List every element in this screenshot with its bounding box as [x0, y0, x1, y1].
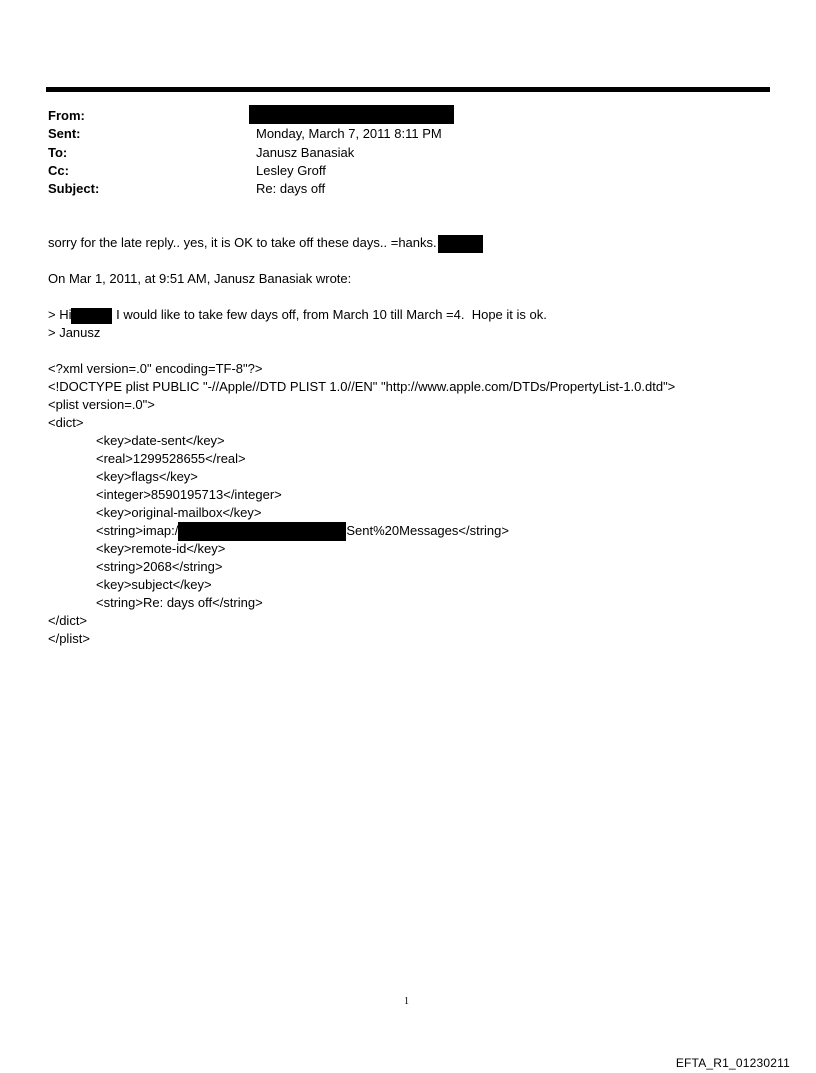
reply-line [48, 234, 483, 252]
plist-open: <plist version=.0"> [48, 397, 155, 412]
reply-paragraph [48, 234, 483, 252]
plist-real-value: <real>1299528655</real> [96, 451, 246, 466]
quote-signoff: > Janusz [48, 325, 101, 340]
plist-dict-close: </dict> [48, 613, 88, 628]
subject-label: Subject: [48, 181, 100, 197]
page-number: 1 [404, 996, 409, 1007]
signature-redaction [438, 235, 483, 253]
plist-string-subject: <string>Re: days off</string> [96, 595, 263, 610]
quote-prefix: > Hi [48, 307, 72, 322]
plist-string-imap [48, 522, 675, 540]
plist-key-date-sent: <key>date-sent</key> [96, 433, 225, 448]
header-rule [46, 87, 770, 92]
attribution-paragraph [48, 270, 351, 288]
plist-doctype: <!DOCTYPE plist PUBLIC "-//Apple//DTD PLIST 1.0//EN" "http://www.apple.com/DTDs/PropertyList-1.0.dtd"> [48, 379, 676, 394]
imap-suffix: Sent%20Messages</string> [346, 523, 509, 538]
quote-text: I would like to take few days off, from March 10 till March =4. Hope it is ok. [112, 307, 547, 322]
plist-dict-open: <dict> [48, 415, 84, 430]
mailbox-redaction [178, 522, 346, 541]
sent-value: Monday, March 7, 2011 8:11 PM [256, 126, 442, 142]
attribution-line: On Mar 1, 2011, at 9:51 AM, Janusz Banasiak wrote: [48, 271, 352, 286]
quoted-message [48, 306, 547, 342]
from-label: From: [48, 108, 85, 123]
recipient-redaction [71, 308, 112, 324]
subject-value: Re: days off [256, 181, 326, 197]
plist-integer-value: <integer>8590195713</integer> [96, 487, 282, 502]
document-id: EFTA_R1_01230211 [675, 1056, 790, 1070]
plist-key-remote-id: <key>remote-id</key> [96, 541, 226, 556]
from-redaction [249, 105, 454, 124]
plist-close: </plist> [48, 631, 90, 646]
to-label: To: [48, 144, 68, 160]
plist-key-subject: <key>subject</key> [96, 577, 212, 592]
quote-line [48, 306, 547, 324]
reply-text: sorry for the late reply.. yes, it is OK to take off these days.. =hanks. [48, 235, 437, 250]
plist-block [48, 360, 675, 648]
plist-string-remote-id: <string>2068</string> [96, 559, 223, 574]
cc-value: Lesley Groff [256, 162, 326, 178]
plist-key-flags: <key>flags</key> [96, 469, 198, 484]
to-value: Janusz Banasiak [256, 144, 355, 160]
plist-key-original-mailbox: <key>original-mailbox</key> [96, 505, 262, 520]
cc-label: Cc: [48, 162, 69, 178]
imap-prefix: <string>imap:/ [96, 523, 179, 538]
sent-label: Sent: [48, 126, 81, 142]
plist-xml-declaration: <?xml version=.0" encoding=TF-8"?> [48, 361, 263, 376]
